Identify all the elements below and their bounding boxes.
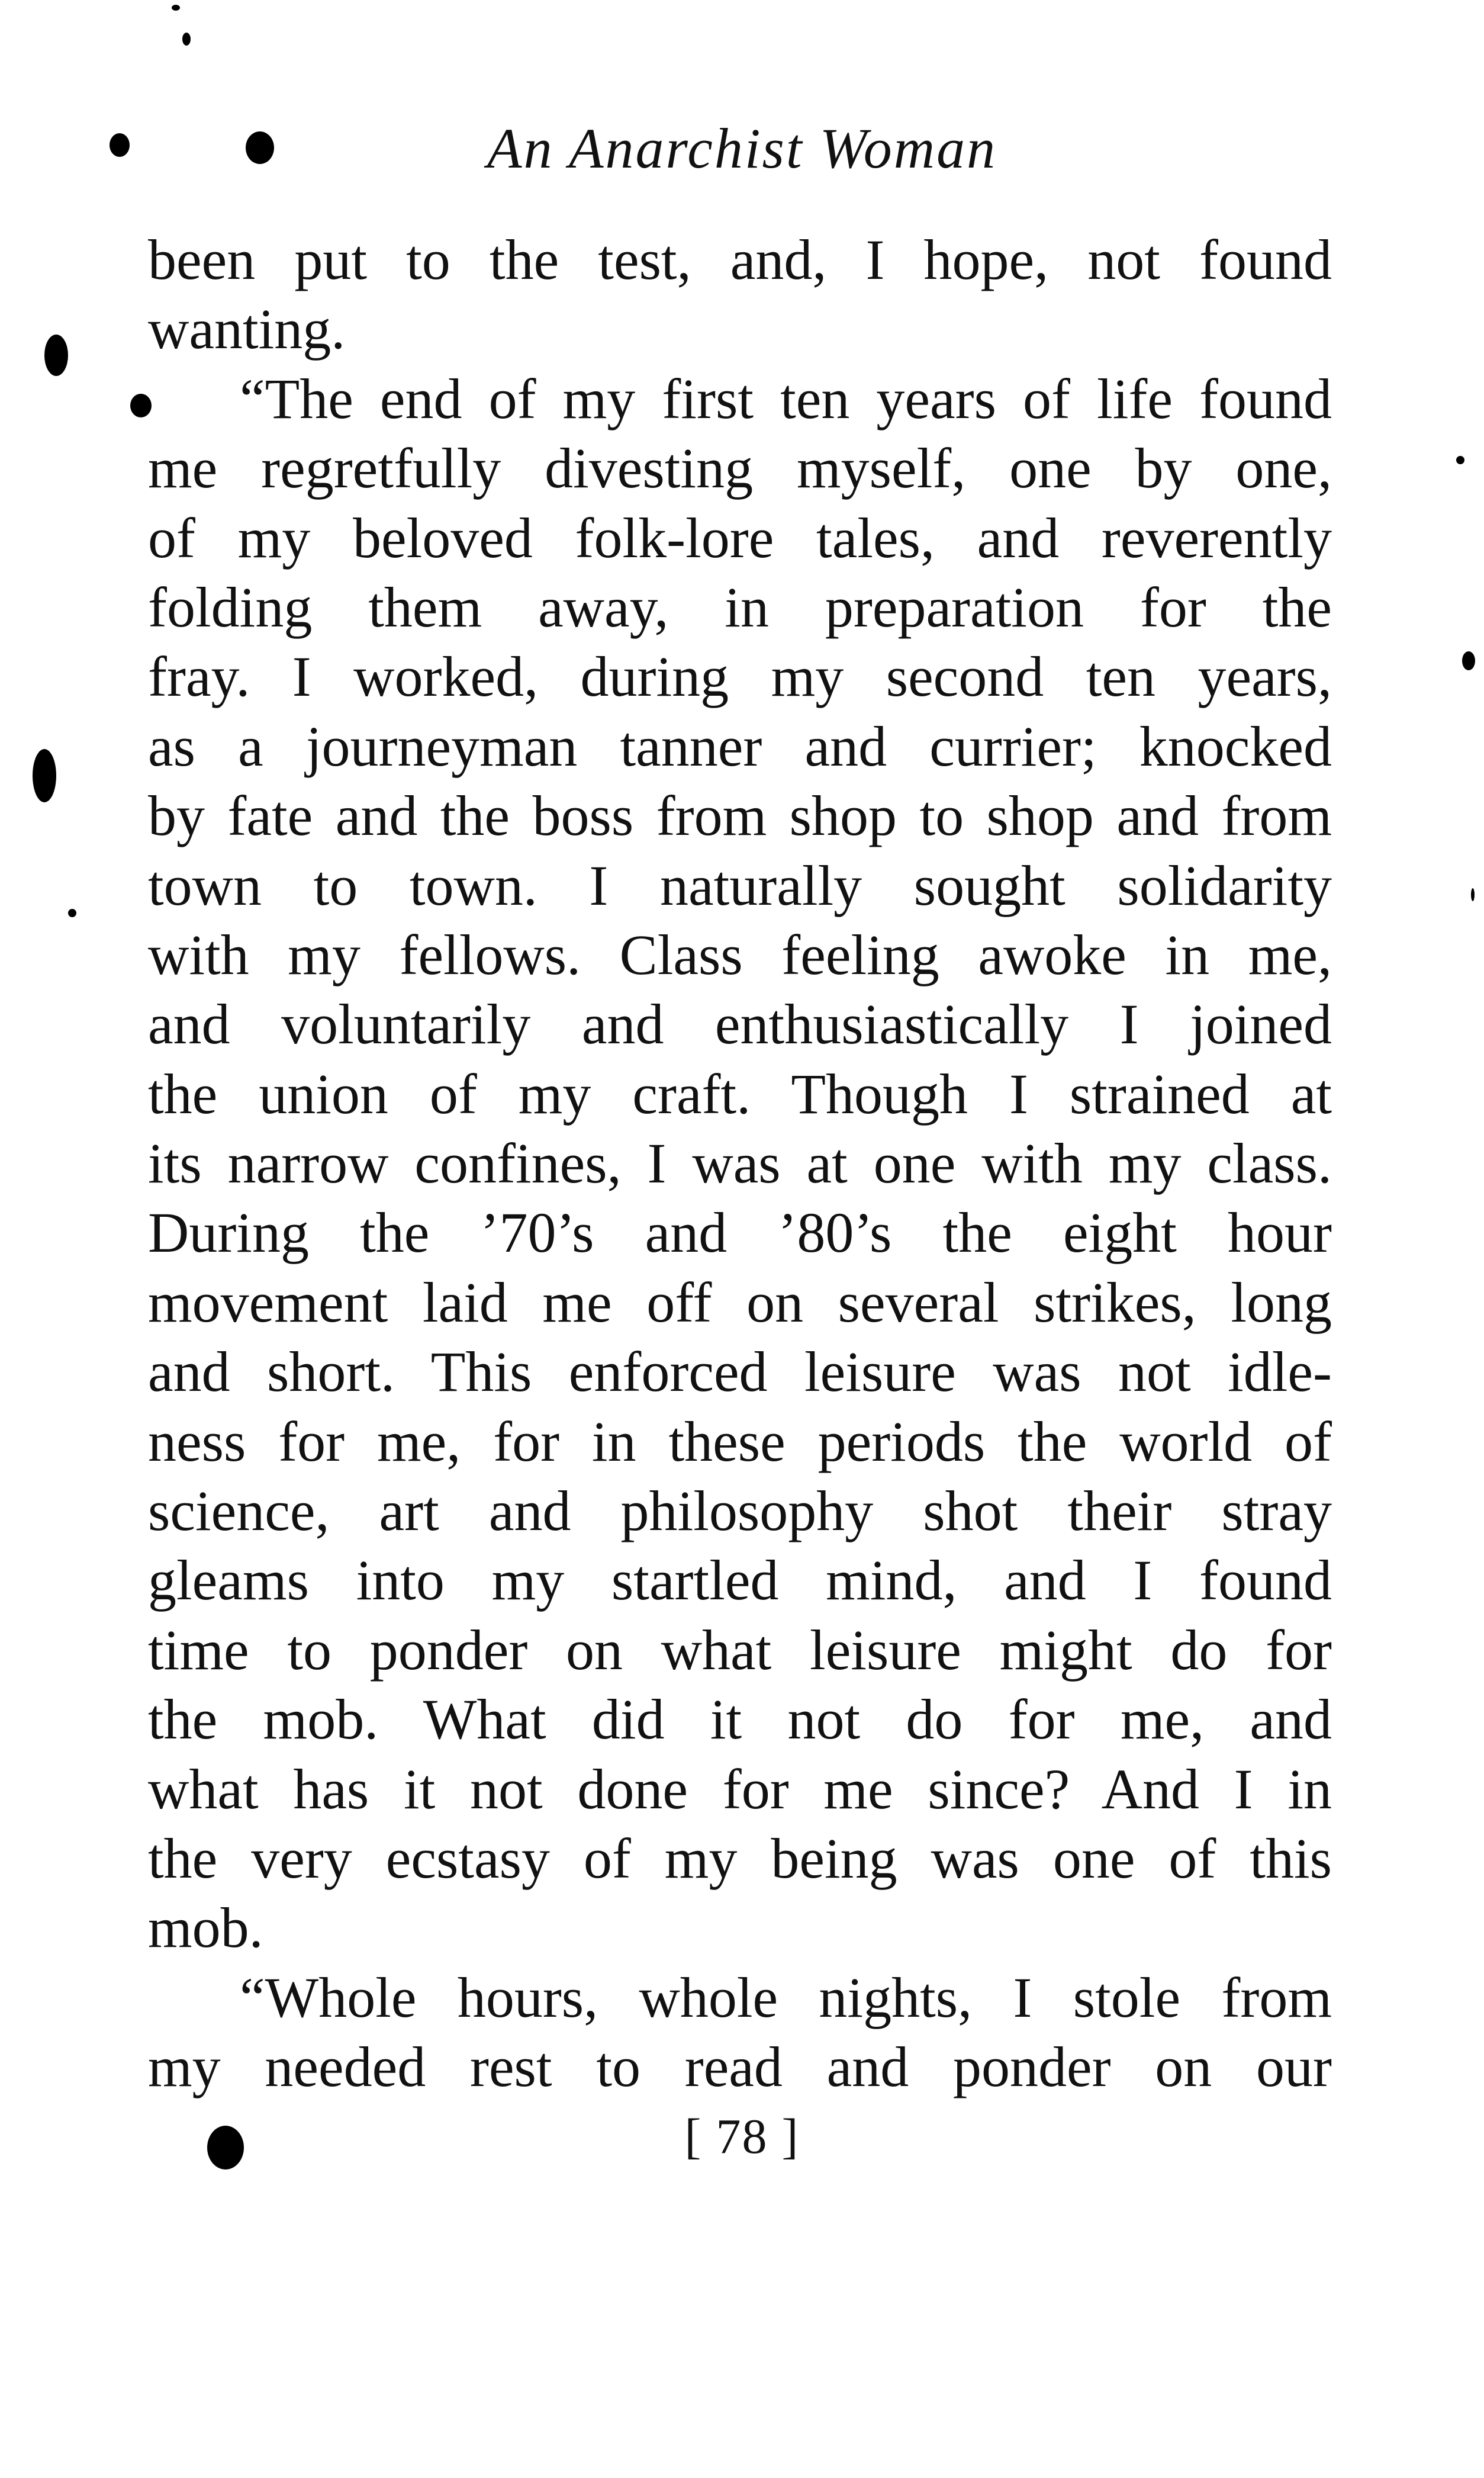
ink-blot [207, 2126, 244, 2170]
running-title: An Anarchist Woman [487, 117, 997, 180]
text-line: time to ponder on what leisure might do for [148, 1618, 1332, 1682]
text-line: mob. [148, 1896, 263, 1960]
text-line: wanting. [148, 297, 346, 361]
text-line: During the ’70’s and ’80’s the eight hour [148, 1201, 1332, 1265]
text-line: the union of my craft. Though I strained at [148, 1062, 1332, 1126]
ink-blot [130, 394, 152, 417]
text-line: the very ecstasy of my being was one of this [148, 1826, 1332, 1890]
text-line: movement laid me off on several strikes, long [148, 1270, 1332, 1334]
text-line: as a journeyman tanner and currier; knocked [148, 714, 1332, 778]
text-line: what has it not done for me since? And I in [148, 1757, 1332, 1821]
text-line: its narrow confines, I was at one with my class. [148, 1132, 1332, 1195]
ink-blot [33, 749, 56, 802]
body-text [148, 225, 1332, 2102]
text-line: by fate and the boss from shop to shop and from [148, 784, 1332, 848]
ink-blot [1456, 456, 1464, 464]
text-line: folding them away, in preparation for the [148, 575, 1332, 639]
paragraph-start-line: “Whole hours, whole nights, I stole from [240, 1965, 1332, 2029]
ink-blot [110, 133, 130, 157]
text-line: the mob. What did it not do for me, and [148, 1688, 1332, 1751]
text-line: ness for me, for in these periods the world of [148, 1409, 1332, 1473]
text-line: of my beloved folk-lore tales, and reverently [148, 506, 1332, 570]
text-line: and voluntarily and enthusiastically I joined [148, 992, 1332, 1056]
page-number: [ 78 ] [684, 2109, 800, 2164]
text-line: gleams into my startled mind, and I found [148, 1548, 1332, 1612]
paragraph-start-line: “The end of my first ten years of life found [240, 367, 1332, 430]
text-line: been put to the test, and, I hope, not found [148, 228, 1332, 291]
ink-blot [44, 335, 68, 376]
text-line: with my fellows. Class feeling awoke in me, [148, 923, 1332, 986]
ink-blot [1471, 888, 1475, 901]
text-line: me regretfully divesting myself, one by one, [148, 436, 1332, 500]
text-line: science, art and philosophy shot their stray [148, 1479, 1332, 1543]
text-line: and short. This enforced leisure was not idle- [148, 1340, 1332, 1404]
ink-blot [68, 909, 76, 917]
ink-blot [182, 33, 191, 46]
ink-blot [172, 5, 180, 11]
ink-blot [246, 131, 274, 164]
text-line: town to town. I naturally sought solidarity [148, 853, 1332, 917]
text-line: fray. I worked, during my second ten years, [148, 645, 1332, 709]
ink-blot [1462, 651, 1475, 670]
text-line: my needed rest to read and ponder on our [148, 2035, 1332, 2099]
